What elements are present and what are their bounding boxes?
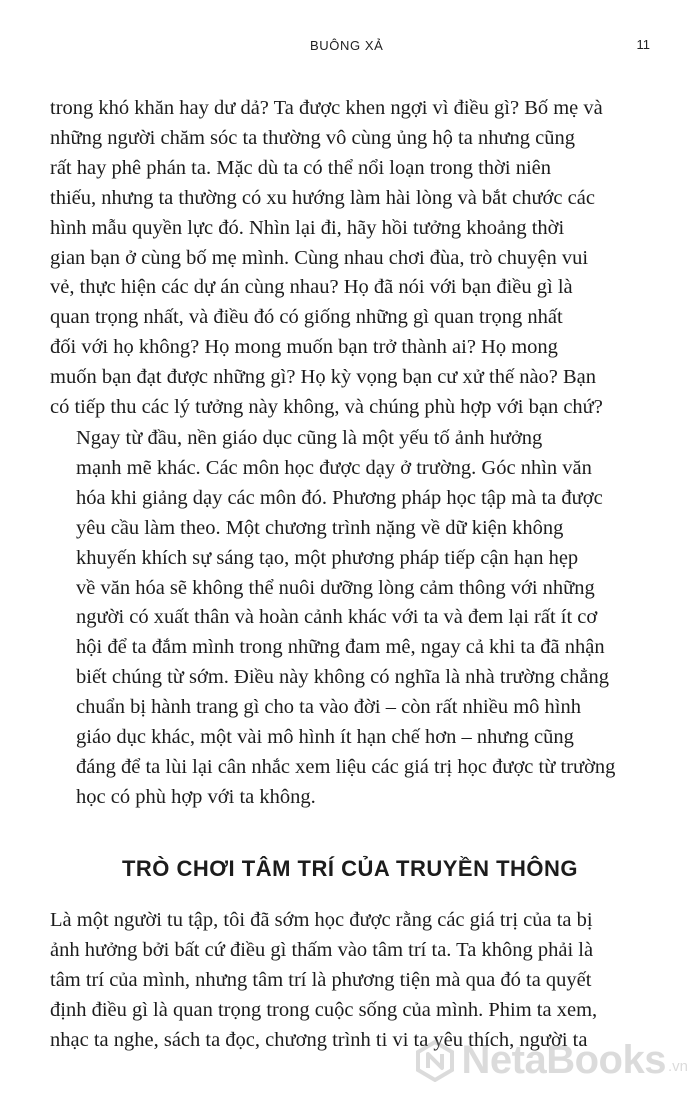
text-line: mạnh mẽ khác. Các môn học được dạy ở trường. Góc nhìn văn xyxy=(76,456,592,479)
text-line: Ngay từ đầu, nền giáo dục cũng là một yếu tố ảnh hưởng xyxy=(76,427,543,449)
text-line: về văn hóa sẽ không thể nuôi dưỡng lòng cảm thông với những xyxy=(76,576,595,599)
text-line: rất hay phê phán ta. Mặc dù ta có thể nổi loạn trong thời niên xyxy=(50,156,551,179)
text-line: hóa khi giảng dạy các môn đó. Phương pháp học tập mà ta được xyxy=(76,486,603,509)
text-line: ảnh hưởng bởi bất cứ điều gì thấm vào tâm trí ta. Ta không phải là xyxy=(50,938,594,961)
text-line: biết chúng từ sớm. Điều này không có nghĩa là nhà trường chẳng xyxy=(76,666,609,689)
paragraph-3 xyxy=(50,906,650,1056)
text-line: đối với họ không? Họ mong muốn bạn trở thành ai? Họ mong xyxy=(50,336,558,359)
text-line: hình mẫu quyền lực đó. Nhìn lại đi, hãy hồi tưởng khoảng thời xyxy=(50,216,565,239)
text-line: có tiếp thu các lý tưởng này không, và chúng phù hợp với bạn chứ? xyxy=(50,396,603,419)
text-line: vẻ, thực hiện các dự án cùng nhau? Họ đã nói với bạn điều gì là xyxy=(50,276,573,299)
page-number: 11 xyxy=(636,37,650,52)
text-line: tâm trí của mình, nhưng tâm trí là phương tiện mà qua đó ta quyết xyxy=(50,968,592,991)
text-line: Là một người tu tập, tôi đã sớm học được rằng các giá trị của ta bị xyxy=(50,909,593,931)
text-line: đáng để ta lùi lại cân nhắc xem liệu các giá trị học được từ trường xyxy=(76,755,616,778)
text-line: muốn bạn đạt được những gì? Họ kỳ vọng bạn cư xử thế nào? Bạn xyxy=(50,366,597,389)
text-line: định điều gì là quan trọng trong cuộc sống của mình. Phim ta xem, xyxy=(50,998,598,1021)
watermark xyxy=(414,1038,688,1083)
text-line: nhạc ta nghe, sách ta đọc, chương trình ti vi ta yêu thích, người ta xyxy=(50,1028,588,1051)
section-heading: TRÒ CHƠI TÂM TRÍ CỦA TRUYỀN THÔNG xyxy=(121,856,579,881)
running-head: BUÔNG XẢ xyxy=(310,38,384,53)
text-line: yêu cầu làm theo. Một chương trình nặng về dữ kiện không xyxy=(76,516,564,539)
netabooks-logo-icon xyxy=(414,1040,456,1082)
text-line: khuyến khích sự sáng tạo, một phương pháp tiếp cận hạn hẹp xyxy=(76,546,579,569)
text-line: thiếu, nhưng ta thường có xu hướng làm hài lòng và bắt chước các xyxy=(50,186,595,209)
paragraph-2 xyxy=(50,424,650,813)
text-line: giáo dục khác, một vài mô hình ít hạn chế hơn – nhưng cũng xyxy=(76,726,574,749)
watermark-suffix: .vn xyxy=(667,1058,688,1075)
text-line: chuẩn bị hành trang gì cho ta vào đời – còn rất nhiều mô hình xyxy=(76,696,581,719)
text-line: trong khó khăn hay dư dả? Ta được khen ngợi vì điều gì? Bố mẹ và xyxy=(50,97,603,119)
text-line: gian bạn ở cùng bố mẹ mình. Cùng nhau chơi đùa, trò chuyện vui xyxy=(50,246,589,269)
text-line: những người chăm sóc ta thường vô cùng ủng hộ ta nhưng cũng xyxy=(50,126,576,149)
watermark-brand: NetaBooks xyxy=(461,1038,666,1082)
text-line: người có xuất thân và hoàn cảnh khác với ta và đem lại rất ít cơ xyxy=(76,606,598,629)
text-line: học có phù hợp với ta không. xyxy=(76,785,316,808)
text-line: quan trọng nhất, và điều đó có giống những gì quan trọng nhất xyxy=(50,306,563,329)
text-line: hội để ta đắm mình trong những đam mê, ngay cả khi ta đã nhận xyxy=(76,636,605,659)
paragraph-1 xyxy=(50,94,650,423)
